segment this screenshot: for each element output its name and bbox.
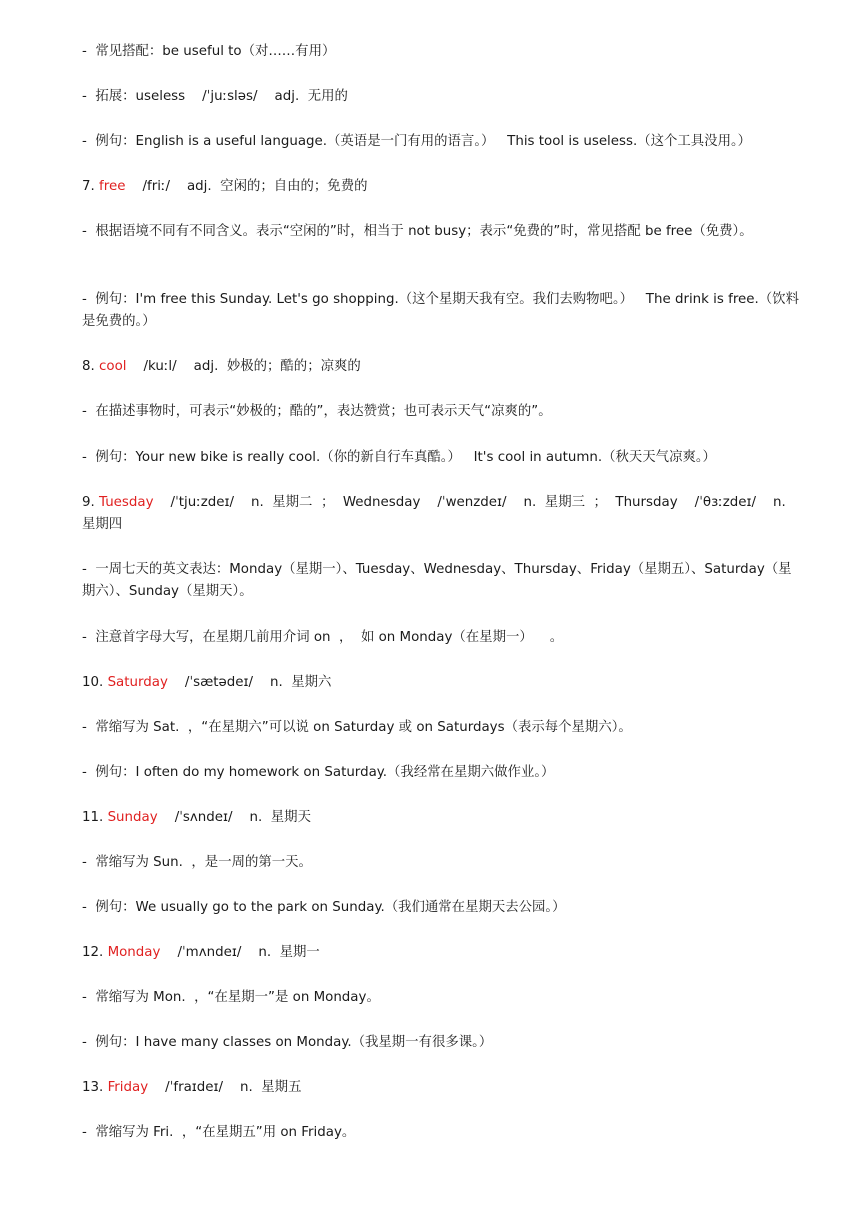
entry-definition: /ˈtjuːzdeɪ/ n. 星期二 ； Wednesday /ˈwenzdeɪ/ n. 星期三 ； Thursday /ˈθɜːzdeɪ/ n. 星期四 (82, 495, 795, 532)
entry-word: Tuesday (99, 495, 154, 510)
entry-number: 12. (82, 945, 108, 960)
example-line: - 例句：I often do my homework on Saturday.（我经常在星期六做作业。） (82, 765, 555, 780)
example-line: - 例句：We usually go to the park on Sunday.（我们通常在星期天去公园。） (82, 900, 566, 915)
entry-word: Monday (107, 945, 161, 960)
entry-definition: /ˈmʌndeɪ/ n. 星期一 (160, 945, 320, 960)
entry-word: Sunday (107, 810, 158, 825)
usage-note-line: - 一周七天的英文表达：Monday（星期一）、Tuesday、Wednesday、Thursday、Friday（星期五）、Saturday（星期六）、Sunday（星期天）。 (82, 562, 792, 599)
collocation-line: - 常见搭配：be useful to（对……有用） (82, 44, 336, 59)
example-line: - 例句：English is a useful language.（英语是一门有用的语言。） This tool is useless.（这个工具没用。） (82, 134, 752, 149)
entry-word: free (99, 179, 126, 194)
entry-definition: /ˈfraɪdeɪ/ n. 星期五 (148, 1080, 302, 1095)
entry-definition: /kuːl/ adj. 妙极的；酷的；凉爽的 (126, 359, 361, 374)
entry-definition: /ˈsʌndeɪ/ n. 星期天 (157, 810, 311, 825)
entry-heading-cool (82, 356, 802, 378)
entry-definition: /ˈsætədeɪ/ n. 星期六 (167, 675, 332, 690)
example-line: - 例句：I have many classes on Monday.（我星期一有很多课。） (82, 1035, 493, 1050)
example-line: - 例句：Your new bike is really cool.（你的新自行车真酷。） It's cool in autumn.（秋天天气凉爽。） (82, 450, 716, 465)
usage-note-line: - 根据语境不同有不同含义。表示“空闲的”时，相当于 not busy；表示“免费的”时，常见搭配 be free（免费）。 (82, 224, 753, 239)
usage-note-line: - 注意首字母大写，在星期几前用介词 on ， 如 on Monday（在星期一） 。 (82, 630, 564, 645)
entry-number: 9. (82, 495, 100, 510)
entry-word: Friday (107, 1080, 149, 1095)
entry-number: 8. (82, 359, 100, 374)
entry-heading-saturday (82, 672, 802, 694)
usage-note-line: - 常缩写为 Mon. ，“在星期一”是 on Monday。 (82, 990, 380, 1005)
entry-heading-tuesday (82, 492, 802, 536)
usage-note-line: - 常缩写为 Sat. ，“在星期六”可以说 on Saturday 或 on Saturdays（表示每个星期六）。 (82, 720, 632, 735)
entry-number: 13. (82, 1080, 108, 1095)
extension-line: - 拓展：useless /ˈjuːsləs/ adj. 无用的 (82, 89, 348, 104)
entry-heading-free (82, 176, 802, 198)
entry-heading-monday (82, 942, 802, 964)
usage-note-line: - 在描述事物时，可表示“妙极的；酷的”，表达赞赏；也可表示天气“凉爽的”。 (82, 404, 552, 419)
usage-note-line: - 常缩写为 Fri. ，“在星期五”用 on Friday。 (82, 1125, 356, 1140)
entry-heading-friday (82, 1077, 802, 1099)
entry-heading-sunday (82, 807, 802, 829)
example-line: - 例句：I'm free this Sunday. Let's go shopping.（这个星期天我有空。我们去购物吧。） The drink is free.（饮料是免费的。） (82, 292, 799, 329)
entry-word: Saturday (107, 675, 168, 690)
entry-number: 10. (82, 675, 108, 690)
entry-definition: /friː/ adj. 空闲的；自由的；免费的 (125, 179, 368, 194)
entry-number: 7. (82, 179, 100, 194)
usage-note-line: - 常缩写为 Sun. ，是一周的第一天。 (82, 855, 312, 870)
entry-number: 11. (82, 810, 108, 825)
entry-word: cool (99, 359, 127, 374)
